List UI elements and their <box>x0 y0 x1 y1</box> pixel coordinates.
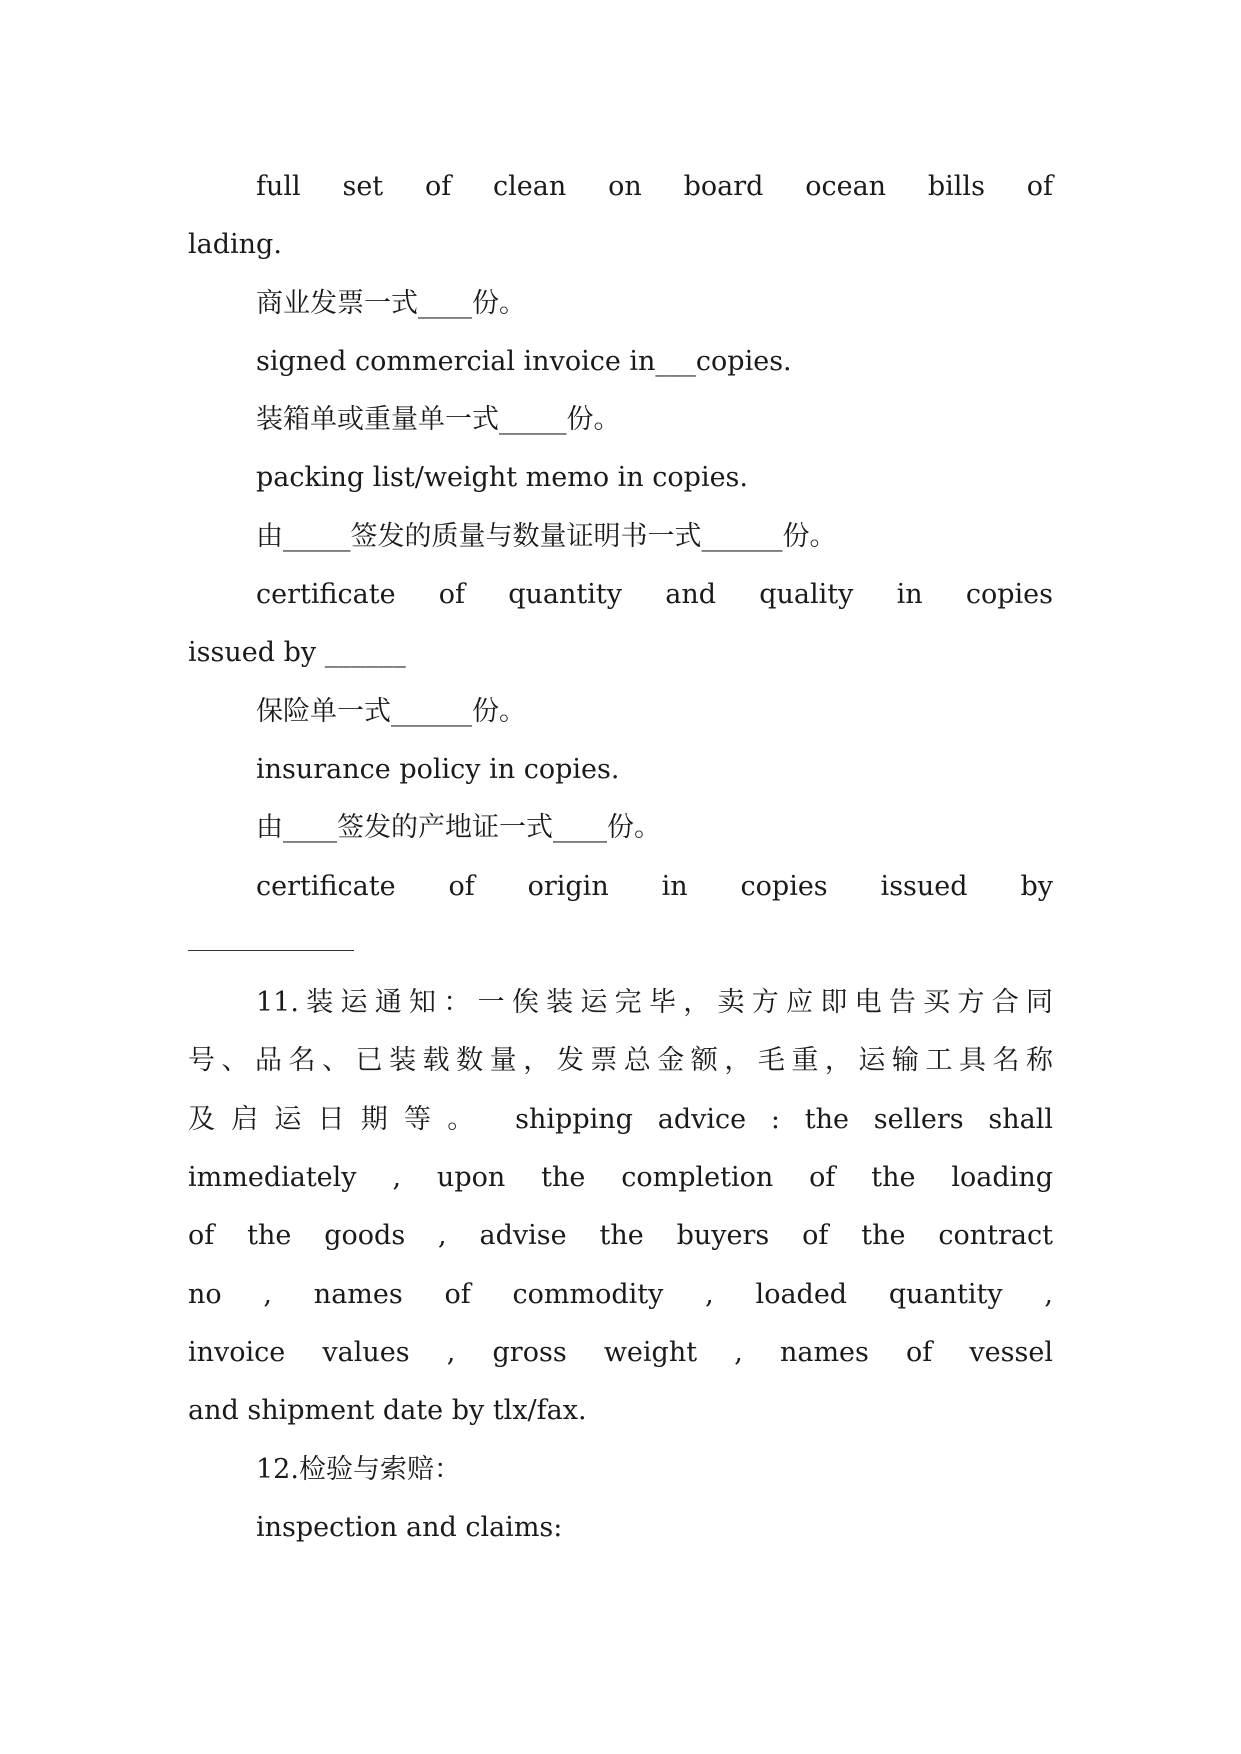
origin-cn-line: 由____签发的产地证一式____份。 <box>256 812 661 844</box>
invoice-en-line: signed commercial invoice in___copies. <box>256 345 792 377</box>
origin-en-paragraph <box>188 858 1053 975</box>
packing-list-en-line: packing list/weight memo in copies. <box>256 462 748 494</box>
bill-of-lading-line-2: lading. <box>188 229 282 261</box>
inspection-heading-en: inspection and claims: <box>256 1511 563 1543</box>
signature-blank-rule <box>188 916 1053 974</box>
quality-cert-en-line-2: issued by ______ <box>188 637 406 669</box>
shipping-advice-line-2: 号、品名、已装载数量，发票总金额，毛重，运输工具名称 <box>188 1045 1053 1077</box>
origin-en-line-1: certificate of origin in copies issued by <box>256 870 1053 902</box>
invoice-cn-line: 商业发票一式____份。 <box>256 287 526 319</box>
shipping-advice-line-7: invoice values , gross weight , names of vessel <box>188 1336 1053 1368</box>
shipping-advice-line-8: and shipment date by tlx/fax. <box>188 1395 587 1427</box>
insurance-en-line: insurance policy in copies. <box>256 753 620 785</box>
bill-of-lading-line-1: full set of clean on board ocean bills of <box>256 171 1053 202</box>
contract-text <box>188 158 1053 1557</box>
insurance-cn-line: 保险单一式______份。 <box>256 695 526 727</box>
shipping-advice-line-1: 11.装运通知：一俟装运完毕，卖方应即电告买方合同 <box>256 987 1053 1019</box>
quality-cert-en-line-1: certificate of quantity and quality in copies <box>256 579 1053 611</box>
shipping-advice-line-5: of the goods , advise the buyers of the contract <box>188 1220 1053 1252</box>
packing-list-cn-line: 装箱单或重量单一式_____份。 <box>256 404 621 436</box>
shipping-advice-line-6: no , names of commodity , loaded quantity , <box>188 1278 1053 1310</box>
bill-of-lading-paragraph <box>188 158 1053 275</box>
quality-cert-en-paragraph <box>188 566 1053 683</box>
inspection-heading-cn: 12.检验与索赔： <box>256 1453 461 1485</box>
shipping-advice-line-3: 及启运日期等。 shipping advice : the sellers shall <box>188 1103 1053 1135</box>
shipping-advice-paragraph <box>188 974 1053 1440</box>
quality-cert-cn-line: 由_____签发的质量与数量证明书一式______份。 <box>256 520 837 552</box>
shipping-advice-line-4: immediately , upon the completion of the loading <box>188 1162 1053 1194</box>
